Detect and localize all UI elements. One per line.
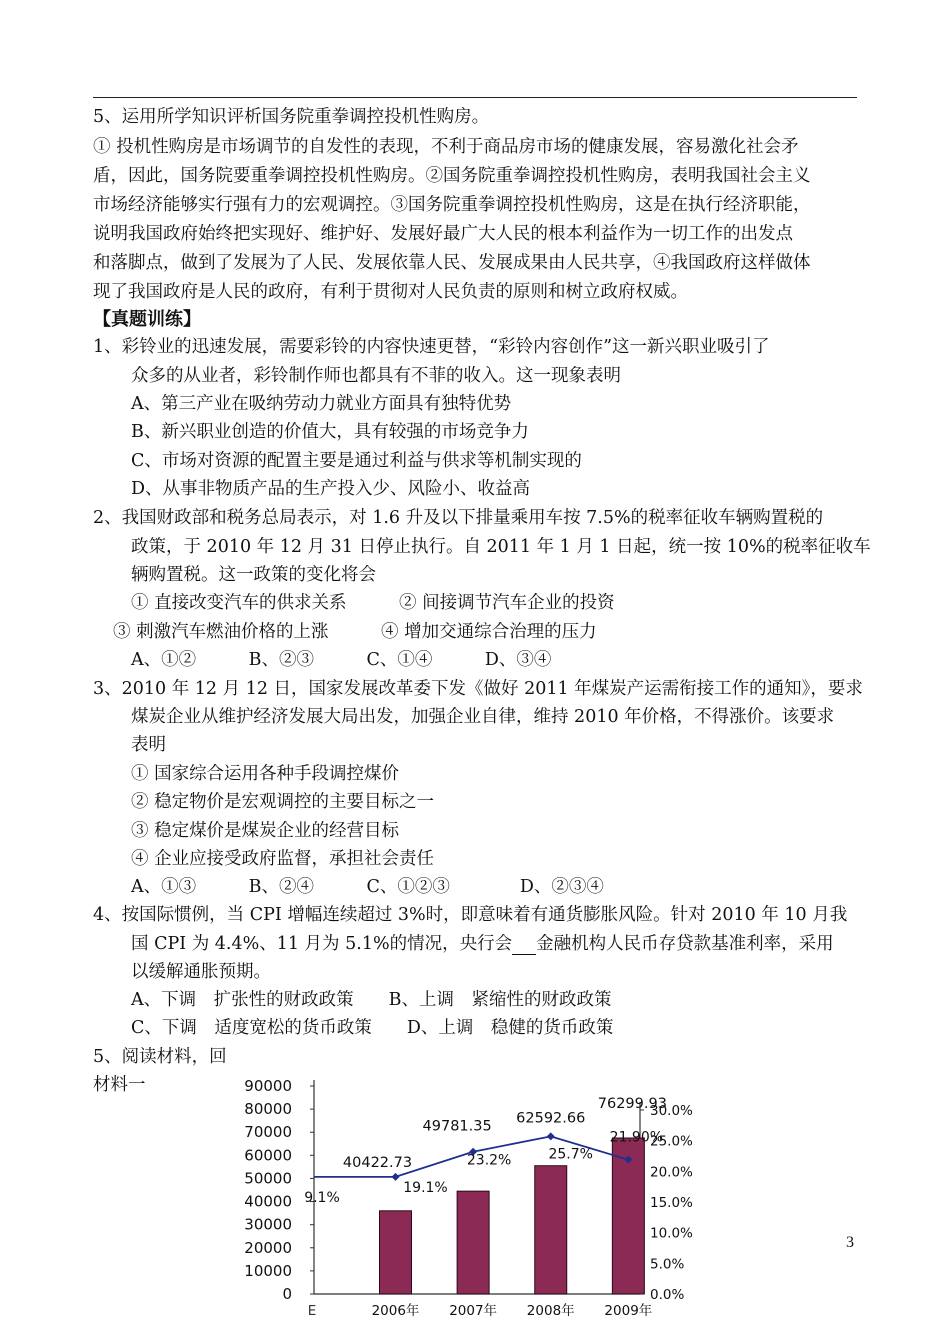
page-number: 3 bbox=[846, 1234, 854, 1251]
text-line bbox=[93, 1046, 227, 1068]
text-line bbox=[93, 252, 811, 274]
text-line bbox=[93, 1074, 146, 1096]
text-line-content: A、①② B、②③ C、①④ D、③④ bbox=[131, 650, 552, 670]
value-label: 62592.66 bbox=[516, 1110, 586, 1127]
text-line bbox=[131, 876, 604, 898]
text-line bbox=[131, 592, 615, 614]
text-line bbox=[93, 194, 811, 216]
text-line-content: ① 投机性购房是市场调节的自发性的表现，不利于商品房市场的健康发展，容易激化社会矛 bbox=[93, 137, 799, 157]
text-line-content: 2、我国财政部和税务总局表示，对 1.6 升及以下排量乘用车按 7.5%的税率征收车辆购置税的 bbox=[93, 508, 824, 528]
line-point bbox=[392, 1173, 400, 1181]
text-line bbox=[131, 421, 529, 443]
x-tick-label: 2009年 bbox=[604, 1303, 653, 1319]
text-line-content: A、第三产业在吸纳劳动力就业方面具有独特优势 bbox=[131, 394, 512, 414]
bar bbox=[457, 1191, 489, 1294]
text-line-content: 说明我国政府始终把实现好、维护好、发展好最广大人民的根本利益作为一切工作的出发点 bbox=[93, 224, 793, 244]
text-line bbox=[131, 365, 621, 387]
text-line bbox=[131, 848, 434, 870]
text-line-content: ④ 企业应接受政府监督，承担社会责任 bbox=[131, 849, 435, 869]
text-line-content: 现了我国政府是人民的政府，有利于贯彻对人民负责的原则和树立政府权威。 bbox=[93, 282, 688, 302]
text-line bbox=[131, 961, 271, 983]
answer-blank bbox=[512, 938, 536, 955]
text-line-content: 4、按国际惯例，当 CPI 增幅连续超过 3%时，即意味着有通货膨胀风险。针对 2010 年 10 月我 bbox=[93, 905, 848, 925]
text-line bbox=[131, 649, 551, 671]
text-line-content: 辆购置税。这一政策的变化将会 bbox=[131, 565, 376, 585]
text-line-content: ① 直接改变汽车的供求关系 ② 间接调节汽车企业的投资 bbox=[131, 593, 615, 613]
x-tick-label: 2006年 bbox=[371, 1303, 420, 1319]
text-line bbox=[93, 904, 847, 926]
section-heading bbox=[93, 309, 201, 331]
rate-label: 19.1% bbox=[403, 1179, 448, 1196]
text-line-content: B、新兴职业创造的价值大，具有较强的市场竞争力 bbox=[131, 422, 529, 442]
text-line bbox=[131, 450, 582, 472]
bar bbox=[380, 1211, 412, 1294]
text-line bbox=[131, 734, 166, 756]
text-line-content: ③ 刺激汽车燃油价格的上涨 ④ 增加交通综合治理的压力 bbox=[113, 622, 597, 642]
text-line bbox=[131, 1017, 613, 1039]
text-line bbox=[131, 393, 511, 415]
text-line-content: 众多的从业者，彩铃制作师也都具有不菲的收入。这一现象表明 bbox=[131, 366, 621, 386]
x-tick-label: 2007年 bbox=[449, 1303, 498, 1319]
y-left-tick-label: 50000 bbox=[244, 1169, 292, 1188]
text-line bbox=[93, 678, 863, 700]
y-left-tick-label: 20000 bbox=[244, 1238, 292, 1257]
text-line-content: 5、阅读材料，回 bbox=[93, 1047, 227, 1067]
text-line bbox=[93, 507, 823, 529]
text-line-content: 市场经济能够实行强有力的宏观调控。③国务院重拳调控投机性购房，这是在执行经济职能， bbox=[93, 195, 811, 215]
text-line-content: D、从事非物质产品的生产投入少、风险小、收益高 bbox=[131, 479, 531, 499]
rate-label: 23.2% bbox=[466, 1152, 512, 1169]
text-line-content: ② 稳定物价是宏观调控的主要目标之一 bbox=[131, 792, 435, 812]
rate-label: 25.7% bbox=[548, 1146, 593, 1163]
text-line bbox=[131, 933, 834, 955]
value-label: 40422.73 bbox=[342, 1154, 413, 1171]
y-right-tick-label: 30.0% bbox=[650, 1103, 693, 1119]
y-right-tick-label: 10.0% bbox=[650, 1225, 693, 1242]
value-label: 76299.93 bbox=[597, 1096, 667, 1112]
x-tick-label: 2008年 bbox=[526, 1303, 575, 1319]
text-line-content: 国 CPI 为 4.4%、11 月为 5.1%的情况，央行会 bbox=[131, 934, 513, 954]
text-line bbox=[131, 564, 376, 586]
text-line-content: 煤炭企业从维护经济发展大局出发，加强企业自律，维持 2010 年价格，不得涨价。该要求 bbox=[131, 707, 835, 727]
bar bbox=[535, 1166, 567, 1294]
y-left-tick-label: 40000 bbox=[244, 1192, 292, 1211]
rate-label: 9.1% bbox=[304, 1189, 340, 1206]
text-line bbox=[93, 336, 770, 358]
x-tick-label-fragment: E bbox=[307, 1303, 317, 1319]
text-line bbox=[113, 621, 597, 643]
text-line-content: 5、运用所学知识评析国务院重拳调控投机性购房。 bbox=[93, 107, 490, 127]
text-line-continuation: 金融机构人民币存贷款基准利率，采用 bbox=[536, 934, 834, 954]
text-line-content: 政策，于 2010 年 12 月 31 日停止执行。自 2011 年 1 月 1 日起，统一按 10%的税率征收车 bbox=[131, 537, 871, 557]
text-line bbox=[131, 763, 399, 785]
text-line-content: ① 国家综合运用各种手段调控煤价 bbox=[131, 764, 400, 784]
text-line bbox=[93, 106, 489, 128]
text-line bbox=[93, 281, 688, 303]
text-line-content: 表明 bbox=[131, 735, 166, 755]
text-line bbox=[131, 989, 612, 1011]
text-line bbox=[131, 820, 399, 842]
text-line-content: 【真题训练】 bbox=[93, 309, 201, 330]
text-line-content: 盾，因此，国务院要重拳调控投机性购房。②国务院重拳调控投机性购房，表明我国社会主义 bbox=[93, 166, 811, 186]
y-right-tick-label: 20.0% bbox=[650, 1164, 693, 1181]
chart bbox=[222, 1072, 712, 1327]
text-line-content: 3、2010 年 12 月 12 日，国家发展改革委下发《做好 2011 年煤炭产运需衔接工作的通知》，要求 bbox=[93, 679, 863, 699]
y-right-tick-label: 0.0% bbox=[650, 1287, 685, 1303]
text-line-content: 材料一 bbox=[93, 1075, 146, 1095]
text-line bbox=[93, 136, 799, 158]
text-line-content: 1、彩铃业的迅速发展，需要彩铃的内容快速更替，“彩铃内容创作”这一新兴职业吸引了 bbox=[93, 337, 770, 357]
y-left-tick-label: 90000 bbox=[244, 1077, 292, 1095]
header-rule bbox=[93, 97, 857, 98]
y-left-tick-label: 0 bbox=[282, 1285, 292, 1303]
text-line bbox=[131, 791, 434, 813]
y-left-tick-label: 70000 bbox=[244, 1123, 292, 1142]
text-line-content: A、下调 扩张性的财政政策 B、上调 紧缩性的财政政策 bbox=[131, 990, 612, 1010]
rate-label: 21.90% bbox=[609, 1129, 664, 1146]
y-right-tick-label: 15.0% bbox=[650, 1195, 693, 1211]
value-label: 49781.35 bbox=[422, 1118, 492, 1135]
text-line bbox=[131, 478, 530, 500]
text-line-content: 和落脚点，做到了发展为了人民、发展依靠人民、发展成果由人民共享，④我国政府这样做体 bbox=[93, 253, 811, 273]
y-left-tick-label: 80000 bbox=[244, 1100, 292, 1119]
y-left-tick-label: 60000 bbox=[244, 1146, 292, 1165]
text-line-content: C、市场对资源的配置主要是通过利益与供求等机制实现的 bbox=[131, 451, 582, 471]
text-line bbox=[93, 223, 793, 245]
y-left-tick-label: 10000 bbox=[244, 1261, 292, 1280]
text-line-content: 以缓解通胀预期。 bbox=[131, 962, 271, 982]
y-right-tick-label: 5.0% bbox=[650, 1256, 685, 1273]
y-left-tick-label: 30000 bbox=[244, 1215, 292, 1234]
text-line-content: A、①③ B、②④ C、①②③ D、②③④ bbox=[131, 877, 604, 897]
text-line bbox=[93, 165, 811, 187]
text-line-content: C、下调 适度宽松的货币政策 D、上调 稳健的货币政策 bbox=[131, 1018, 614, 1038]
text-line bbox=[131, 706, 834, 728]
text-line bbox=[131, 536, 871, 558]
y-right-tick-label: 25.0% bbox=[650, 1133, 693, 1150]
text-line-content: ③ 稳定煤价是煤炭企业的经营目标 bbox=[131, 821, 400, 841]
line-point bbox=[547, 1132, 555, 1140]
